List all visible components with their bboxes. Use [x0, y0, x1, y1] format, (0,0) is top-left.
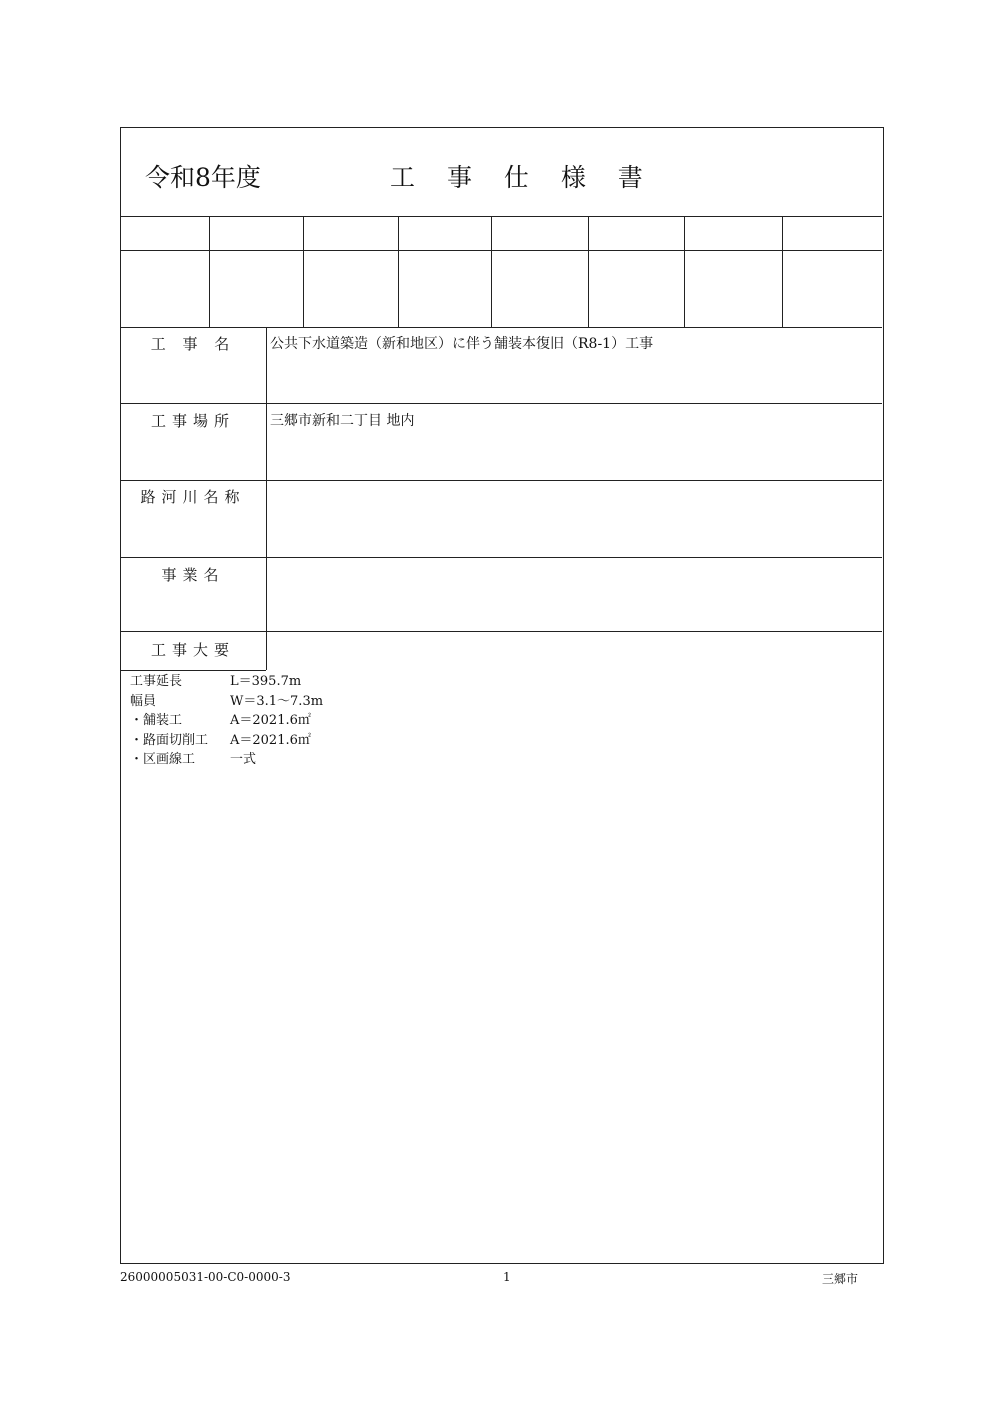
- page-title: 工 事 仕 様 書: [390, 163, 655, 192]
- stamp-grid-col: [398, 216, 399, 327]
- project-name-value: 公共下水道築造（新和地区）に伴う舗装本復旧（R8-1）工事: [270, 336, 654, 352]
- summary-item: ・区画線工: [130, 752, 196, 767]
- issuer: 三郷市: [822, 1272, 859, 1286]
- summary-value: 一式: [230, 752, 257, 767]
- stamp-grid-bottom: [120, 327, 882, 328]
- summary-row: [130, 750, 323, 770]
- stamp-grid-col: [684, 216, 685, 327]
- summary-value: A＝2021.6㎡: [230, 713, 311, 728]
- summary-item: 幅員: [130, 693, 157, 709]
- outline-label: 工事大要: [150, 641, 235, 659]
- summary-value: A＝2021.6㎡: [230, 732, 311, 748]
- row-divider: [120, 403, 882, 404]
- row-divider: [120, 557, 882, 558]
- location-value: 三郷市新和二丁目 地内: [270, 413, 415, 429]
- outline-label-bottom: [120, 670, 266, 671]
- stamp-grid-col: [588, 216, 589, 327]
- project-name-label: 工 事 名: [150, 335, 236, 353]
- label-column-divider: [266, 327, 267, 670]
- stamp-grid-col: [209, 216, 210, 327]
- stamp-grid-top: [120, 216, 882, 217]
- summary-item: ・路面切削工: [130, 732, 209, 748]
- summary-row: [130, 672, 323, 692]
- stamp-grid-mid: [120, 250, 882, 251]
- summary-row: [130, 711, 323, 731]
- summary-item: 工事延長: [130, 674, 183, 689]
- document-code: 26000005031-00-C0-0000-3: [120, 1270, 291, 1284]
- row-divider: [120, 631, 882, 632]
- summary-item: ・舗装工: [130, 713, 183, 728]
- page-number: 1: [503, 1270, 511, 1284]
- summary-value: L＝395.7m: [230, 674, 302, 689]
- row-divider: [120, 480, 882, 481]
- outline-summary: [130, 672, 323, 770]
- stamp-grid-col: [782, 216, 783, 327]
- summary-row: [130, 692, 323, 712]
- stamp-grid-col: [303, 216, 304, 327]
- road-river-name-label: 路河川名称: [140, 488, 246, 506]
- fiscal-year: 令和8年度: [145, 163, 261, 192]
- summary-value: W＝3.1～7.3m: [230, 693, 324, 709]
- location-label: 工事場所: [150, 412, 235, 430]
- summary-row: [130, 731, 323, 751]
- stamp-grid-col: [491, 216, 492, 327]
- business-name-label: 事業名: [161, 566, 225, 584]
